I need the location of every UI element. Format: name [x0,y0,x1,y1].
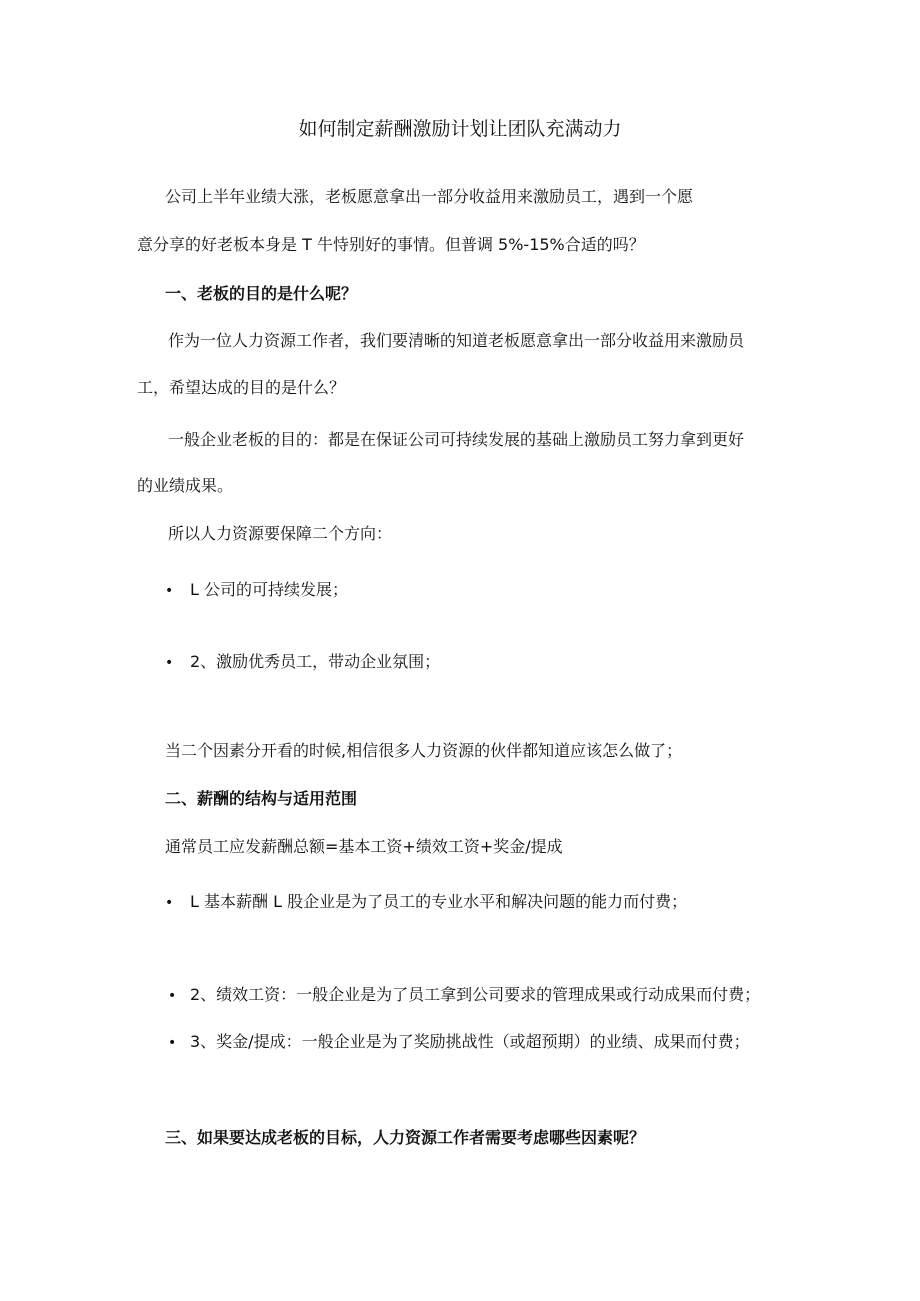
section-2-bullet-3: 3、奖金/提成：一般企业是为了奖励挑战性（或超预期）的业绩、成果而付费； [190,1032,750,1051]
bullet-marker: • [168,988,177,1004]
section-2-formula: 通常员工应发薪酬总额=基本工资+绩效工资+奖金/提成 [165,837,563,856]
section-3-heading: 三、如果要达成老板的目标，人力资源工作者需要考虑哪些因素呢？ [165,1128,646,1147]
document-title: 如何制定薪酬激励计划让团队充满动力 [298,118,622,140]
intro-line-1: 公司上半年业绩大涨，老板愿意拿出一部分收益用来激励员工，遇到一个愿 [165,187,694,206]
section-1-para-1-line-2: 工，希望达成的目的是什么？ [137,378,346,397]
section-1-bullet-2: 2、激励优秀员工，带动企业氛围； [190,652,441,671]
section-2-heading: 二、薪酬的结构与适用范围 [165,789,358,808]
section-1-heading: 一、老板的目的是什么呢？ [165,284,358,303]
section-1-conclusion: 当二个因素分开看的时候,相信很多人力资源的伙伴都知道应该怎么做了； [165,741,683,760]
section-1-para-2-line-2: 的业绩成果。 [137,476,234,495]
intro-line-2: 意分享的好老板本身是 T 牛恃别好的事情。但普调 5%-15%合适的吗？ [137,235,645,254]
section-1-para-1-line-1: 作为一位人力资源工作者，我们要清晰的知道老板愿意拿出一部分收益用来激励员 [168,331,745,350]
section-1-bullet-1: L 公司的可持续发展； [190,580,349,599]
section-2-bullet-2: 2、绩效工资：一般企业是为了员工拿到公司要求的管理成果或行动成果而付费； [190,985,761,1004]
bullet-marker: • [168,1035,177,1051]
bullet-marker: • [165,655,174,671]
bullet-marker: • [165,895,174,911]
bullet-marker: • [165,583,174,599]
section-2-bullet-1: L 基本薪酬 L 股企业是为了员工的专业水平和解决问题的能力而付费； [190,892,688,911]
section-1-para-3: 所以人力资源要保障二个方向： [168,524,393,543]
section-1-para-2-line-1: 一般企业老板的目的：都是在保证公司可持续发展的基础上激励员工努力拿到更好 [168,430,745,449]
